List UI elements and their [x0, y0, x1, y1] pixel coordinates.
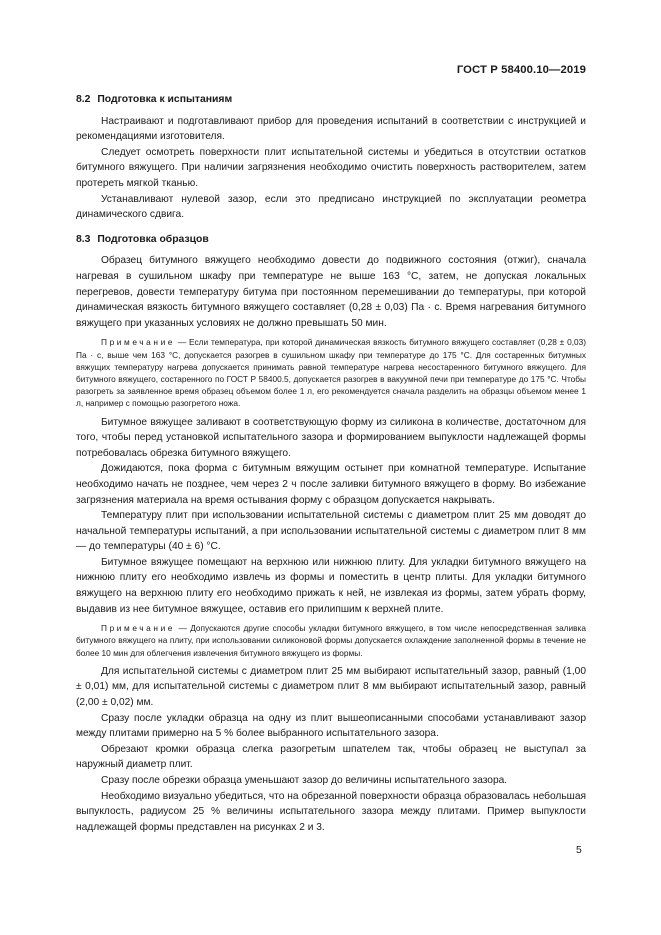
section-title: Подготовка к испытаниям: [97, 94, 233, 105]
paragraph: Дожидаются, пока форма с битумным вяжущим остынет при комнатной температуре. Испытание необходимо начать не позднее, чем через 2 ч после заливки битумного вяжущего в форму. Во избежание загрязнения материала на время остывания форму с образцом допускается накрывать.: [76, 463, 586, 506]
paragraph: Обрезают кромки образца слегка разогретым шпателем так, чтобы образец не выступал за наружный диаметр плит.: [76, 743, 586, 771]
note: [76, 622, 586, 659]
section-8-2-heading: [76, 92, 586, 108]
paragraph: Необходимо визуально убедиться, что на обрезанной поверхности образца образовалась небольшая выпуклость, радиусом 25 % величины испытательного зазора между плитами. Пример выпуклости надлежащей формы представлен на рисунках 2 и 3.: [76, 790, 586, 833]
paragraph: Настраивают и подготавливают прибор для проведения испытаний в соответствии с инструкцией и рекомендациями изготовителя.: [76, 115, 586, 143]
page-number: 5: [576, 845, 582, 856]
paragraph: Битумное вяжущее помещают на верхнюю или нижнюю плиту. Для укладки битумного вяжущего на нижнюю плиту его необходимо извлечь из формы и поместить в центр плиты. Для укладки битумного вяжущего на верхнюю плиту его необходимо прижать к ней, не извлекая из формы, затем убрать форму, выдавив из нее битумное вяжущее, оставив его прилипшим к верхней плите.: [76, 556, 586, 615]
paragraph: Для испытательной системы с диаметром плит 25 мм выбирают испытательный зазор, равный (1,00 ± 0,01) мм, для испытательной системы с диаметром плит 8 мм выбирают испытательный зазор, равный (2,00 ± 0,02) мм.: [76, 665, 586, 709]
note-label: Примечание: [101, 337, 176, 348]
section-title: Подготовка образцов: [97, 233, 209, 245]
paragraph: Образец битумного вяжущего необходимо довести до подвижного состояния (отжиг), сначала нагревая в сушильном шкафу при температуре не выше 163 °С, затем, не допуская локальных перегревов, довести температуру битума при постоянном перемешивании до температуры, при которой динамическая вязкость битумного вяжущего составляет (0,28 ± 0,03) Па · с. Время нагревания битумного вяжущего при указанных условиях не должно превышать 50 мин.: [76, 255, 586, 329]
paragraph: Сразу после укладки образца на одну из плит вышеописанными способами устанавливают зазор между плитами примерно на 5 % более выбранного испытательного зазора.: [76, 712, 586, 740]
note-text: — Допускаются другие способы укладки битумного вяжущего, в том числе непосредственная заливка битумного вяжущего на плиту, при использовании силиконовой формы допускается охлаждение заполненной формы в течение не более 10 мин для облегчения извлечения битумного вяжущего из формы.: [76, 623, 586, 658]
paragraph: Устанавливают нулевой зазор, если это предписано инструкцией по эксплуатации реометра динамического сдвига.: [76, 193, 586, 221]
section-8-3-heading: [76, 232, 586, 248]
paragraph: Следует осмотреть поверхности плит испытательной системы и убедиться в отсутствии остатков битумного вяжущего. При наличии загрязнения необходимо очистить поверхность растворителем, затем протереть мягкой тканью.: [76, 146, 586, 189]
page-content: [76, 92, 586, 835]
section-number: 8.3: [76, 233, 91, 245]
paragraph: Температуру плит при использовании испытательной системы с диаметром плит 25 мм доводят до начальной температуры испытаний, а при использовании испытательной системы с диаметром плит 8 мм — до температуры (40 ± 6) °С.: [76, 510, 586, 553]
paragraph: Сразу после обрезки образца уменьшают зазор до величины испытательного зазора.: [101, 775, 508, 787]
document-code-header: ГОСТ Р 58400.10—2019: [456, 64, 586, 76]
paragraph: Битумное вяжущее заливают в соответствующую форму из силикона в количестве, достаточном для того, чтобы перед установкой испытательного зазора и формированием выпуклости надлежащей формы потребовалась обрезка битумного вяжущего.: [76, 416, 586, 459]
note-text: — Если температура, при которой динамическая вязкость битумного вяжущего составляет (0,28 ± 0,03) Па · с, выше чем 163 °С, допускается разогрев в сушильном шкафу при температуре до 175 °С. Для состаренных битумных вяжущих температуру нагрева допускается принимать равной температуре нагрева несостаренного битумного вяжущего. Для битумного вяжущего, состаренного по ГОСТ Р 58400.5, допускается разогрев в вакуумной печи при температуре до 175 °С. Чтобы разогреть за заявленное время образец объемом более 1 л, его рекомендуется сначала разделить на образцы объемом менее 1 л, например с помощью разогретого ножа.: [76, 337, 586, 409]
section-number: 8.2: [76, 94, 91, 105]
note: [76, 336, 586, 409]
note-label: Примечание: [101, 623, 176, 634]
